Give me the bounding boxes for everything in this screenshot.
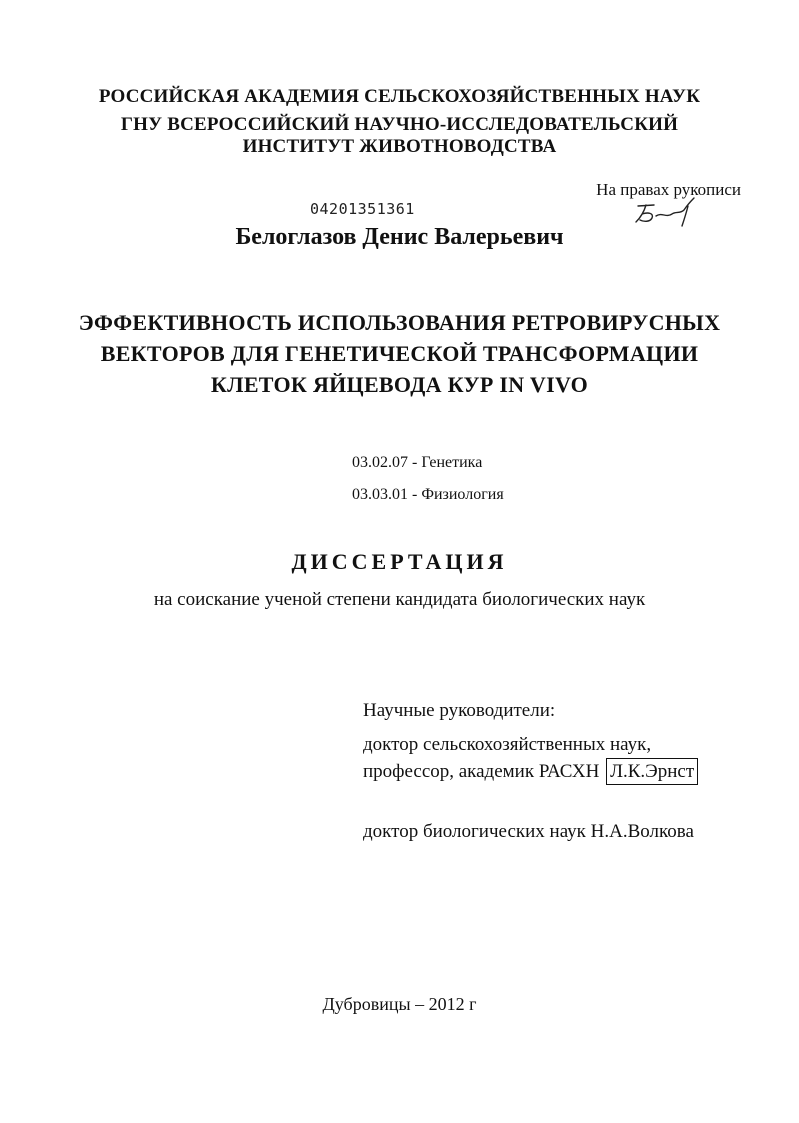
document-type: ДИССЕРТАЦИЯ	[291, 549, 508, 574]
supervisor2: доктор биологических наук Н.А.Волкова	[363, 821, 694, 842]
supervisor1-rank: профессор, академик РАСХН	[363, 761, 600, 782]
place-and-year: Дубровицы – 2012 г	[322, 994, 477, 1014]
thesis-title-line3: КЛЕТОК ЯЙЦЕВОДА КУР IN VIVO	[210, 372, 589, 397]
specialty-genetics: 03.02.07 - Генетика	[352, 454, 483, 471]
specialty-physiology: 03.03.01 - Физиология	[352, 486, 504, 503]
document-number: 04201351361	[310, 200, 415, 218]
author-name: Белоглазов Денис Валерьевич	[235, 224, 564, 250]
supervisor1-degree: доктор сельскохозяйственных наук,	[363, 734, 652, 755]
supervisor1-name-boxed: Л.К.Эрнст	[606, 758, 698, 785]
thesis-title-line1: ЭФФЕКТИВНОСТЬ ИСПОЛЬЗОВАНИЯ РЕТРОВИРУСНЫХ	[78, 310, 721, 335]
supervisor1-title	[363, 758, 698, 785]
academy-name: РОССИЙСКАЯ АКАДЕМИЯ СЕЛЬСКОХОЗЯЙСТВЕННЫХ НАУК	[98, 86, 701, 107]
manuscript-rights-note: На правах рукописи	[596, 180, 741, 199]
degree-statement: на соискание ученой степени кандидата биологических наук	[153, 589, 646, 610]
thesis-title-line2: ВЕКТОРОВ ДЛЯ ГЕНЕТИЧЕСКОЙ ТРАНСФОРМАЦИИ	[100, 341, 699, 366]
supervisors-heading: Научные руководители:	[363, 700, 556, 721]
institute-name-line1: ГНУ ВСЕРОССИЙСКИЙ НАУЧНО-ИССЛЕДОВАТЕЛЬСКИЙ	[120, 114, 679, 135]
institute-name-line2: ИНСТИТУТ ЖИВОТНОВОДСТВА	[242, 136, 557, 157]
